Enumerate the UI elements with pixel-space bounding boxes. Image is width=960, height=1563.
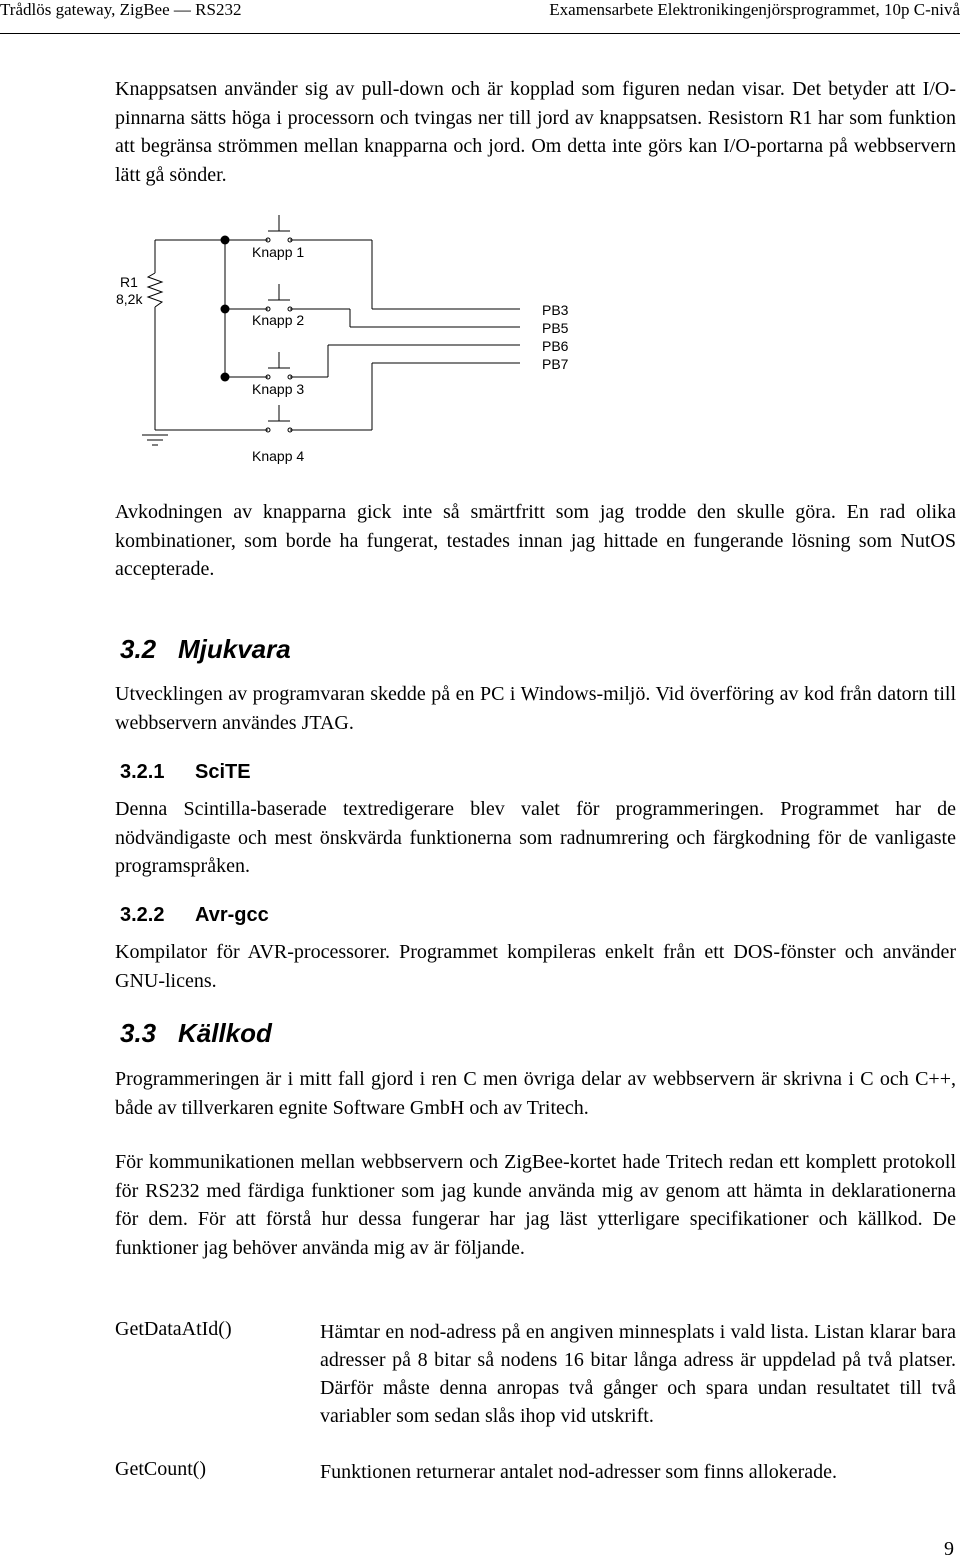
paragraph-avkodning: Avkodningen av knapparna gick inte så smärtfritt som jag trodde den skulle göra. En rad olika kombinationer, som borde ha fungerat, testades innan jag hittade en fungerande lösning som NutOS accepterade.	[115, 501, 956, 581]
function-name-getcount: GetCount()	[115, 1458, 207, 1480]
paragraph-knappsats: Knappsatsen använder sig av pull-down och är kopplad som figuren nedan visar. Det betyder att I/O-pinnarna sätts höga i processorn och tvingas ner till jord av knappsatsen. Resistorn R1 har som funktion att begränsa strömmen mellan knapparna och jord. Om detta inte görs kan I/O-portarna på webbservern lätt gå sönder.	[115, 78, 956, 187]
heading-3-2-1-number: 3.2.1	[120, 761, 165, 783]
paragraph-kallkod: Programmeringen är i mitt fall gjord i ren C men övriga delar av webbservern är skrivna i C och C++, både av tillverkaren egnite Software GmbH och av Tritech.	[115, 1068, 956, 1119]
function-desc-getcount: Funktionen returnerar antalet nod-adresser som finns allokerade.	[320, 1461, 838, 1483]
heading-3-2-title: Mjukvara	[178, 634, 291, 664]
heading-3-2-2-title: Avr-gcc	[195, 904, 269, 926]
button-3-label: Knapp 3	[252, 381, 305, 397]
heading-3-2-1	[120, 761, 251, 784]
resistor-value-label: 8,2k	[116, 291, 143, 307]
button-2-label: Knapp 2	[252, 312, 305, 328]
button-1-label: Knapp 1	[252, 244, 305, 260]
pin-pb3-label: PB3	[542, 302, 569, 318]
header-rule	[0, 33, 960, 34]
heading-3-3	[120, 1018, 272, 1049]
resistor-name-label: R1	[120, 274, 138, 290]
header-left-title: Trådlös gateway, ZigBee — RS232	[0, 0, 242, 19]
function-desc-getdataatid: Hämtar en nod-adress på en angiven minnesplats i vald lista. Listan klarar bara adresser på 8 bitar så nodens 16 bitar långa adress är uppdelad på två platser. Därför måste denna anropas två gånger och spara undan resultatet till två variabler som sedan slås ihop vid utskrift.	[320, 1321, 956, 1427]
heading-3-2-2-number: 3.2.2	[120, 904, 165, 926]
header-right-title: Examensarbete Elektronikingenjörsprogrammet, 10p C-nivå	[549, 0, 960, 19]
heading-3-3-title: Källkod	[178, 1018, 272, 1048]
button-4-label: Knapp 4	[252, 448, 305, 464]
heading-3-2	[120, 634, 291, 665]
heading-3-2-1-title: SciTE	[195, 761, 251, 783]
pin-pb7-label: PB7	[542, 356, 569, 372]
circuit-diagram	[100, 205, 620, 475]
heading-3-3-number: 3.3	[120, 1018, 157, 1048]
heading-3-2-2	[120, 904, 269, 927]
paragraph-kommunikation: För kommunikationen mellan webbservern och ZigBee-kortet hade Tritech redan ett komplett protokoll för RS232 med färdiga funktioner som jag kunde använda mig av genom att hämta in deklarationerna för dem. För att förstå hur dessa fungerar har jag läst ytterligare specifikationer och källkod. De funktioner jag behöver använda mig av är följande.	[115, 1151, 956, 1260]
pin-pb5-label: PB5	[542, 320, 569, 336]
page-number: 9	[944, 1538, 954, 1560]
paragraph-avrgcc: Kompilator för AVR-processorer. Programmet kompileras enkelt från ett DOS-fönster och använder GNU-licens.	[115, 941, 956, 992]
page-header	[0, 0, 960, 30]
paragraph-scite: Denna Scintilla-baserade textredigerare blev valet för programmeringen. Programmet har de nödvändigaste och mest önskvärda funktionerna som radnumrering och färgkodning för de vanligaste programspråken.	[115, 798, 956, 878]
pin-pb6-label: PB6	[542, 338, 569, 354]
function-name-getdataatid: GetDataAtId()	[115, 1318, 232, 1340]
heading-3-2-number: 3.2	[120, 634, 157, 664]
paragraph-mjukvara: Utvecklingen av programvaran skedde på en PC i Windows-miljö. Vid överföring av kod från datorn till webbservern användes JTAG.	[115, 683, 956, 734]
